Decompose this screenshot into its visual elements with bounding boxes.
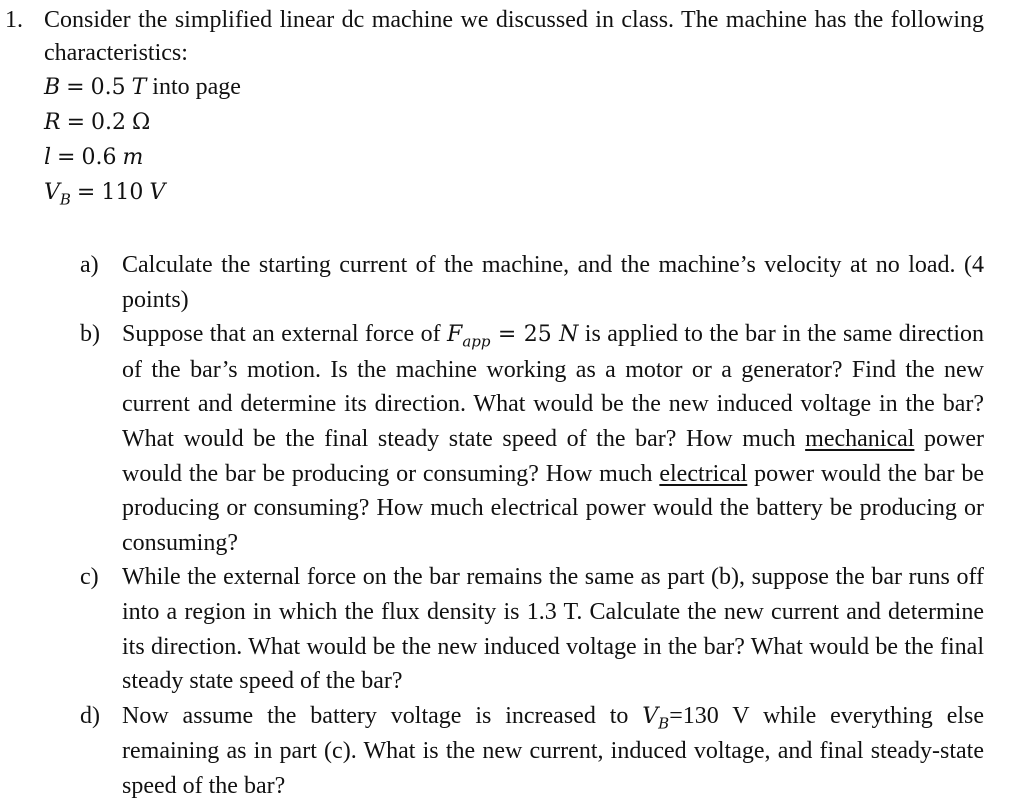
spec-length (44, 140, 241, 175)
part-text: Calculate the starting current of the machine, and the machine’s velocity at no load. (4 points) (122, 252, 984, 313)
spec-symbol: R (44, 110, 61, 135)
part-text: While the external force on the bar remains the same as part (b), suppose the bar runs off into a region in which the flux density is 1.3 T. Calculate the new current and determine its direction. What would be the new induced voltage in the bar? What would be the final steady state speed of the bar? (122, 564, 984, 695)
spec-equals: = (57, 145, 76, 170)
part-text: Now assume the battery voltage is increased to (122, 702, 643, 729)
spec-symbol: $V_B$ (44, 180, 71, 209)
part-label: a) (80, 252, 99, 278)
part-text: is applied to the bar in the same direction of the bar’s motion. Is the machine working as a motor or a generator? Find the new current and determine its direction. What would be the new induced voltage in the bar? What would be the final steady state speed of the bar? How much (122, 321, 984, 452)
force-subscript: app (462, 332, 491, 351)
spec-note: into page (152, 74, 241, 100)
part-d (80, 699, 984, 804)
force-value: = 25 (490, 322, 560, 348)
question-parts (80, 248, 984, 804)
spec-equals: = (66, 75, 85, 100)
spec-value: 0.5 (90, 75, 126, 100)
spec-flux-density (44, 70, 241, 105)
spec-unit: T (131, 75, 147, 100)
machine-characteristics (44, 70, 241, 210)
part-label: c) (80, 564, 99, 591)
part-a (80, 248, 984, 317)
voltage-subscript: B (658, 714, 670, 733)
underlined-mechanical: mechanical (805, 425, 915, 452)
spec-unit: m (122, 145, 144, 170)
question-intro: Consider the simplified linear dc machine we discussed in class. The machine has the following characteristics: (44, 7, 984, 66)
underlined-electrical: electrical (659, 460, 748, 487)
voltage-symbol: $V_B$ (642, 703, 670, 733)
spec-symbol: l (44, 145, 52, 170)
part-label: b) (80, 321, 100, 348)
spec-unit: Ω (132, 110, 151, 135)
spec-subscript: B (59, 190, 71, 209)
part-text: power would the bar be producing or consuming? How much (122, 425, 984, 487)
spec-value: 110 (101, 180, 144, 205)
force-unit: N (559, 322, 579, 348)
spec-unit: V (149, 180, 166, 205)
part-text: Suppose that an external force of (122, 321, 448, 348)
spec-symbol: B (44, 75, 61, 100)
spec-value: 0.2 (91, 110, 127, 135)
part-c (80, 560, 984, 698)
force-symbol: $F_{app}$ (447, 322, 491, 351)
spec-battery-voltage (44, 175, 241, 210)
spec-resistance (44, 105, 241, 140)
question-number: 1. (5, 7, 23, 33)
part-text: =130 V while everything else remaining as in part (c). What is the new current, induced voltage, and final steady-state speed of the bar? (122, 702, 985, 799)
spec-value: 0.6 (81, 145, 117, 170)
part-label: d) (80, 702, 100, 729)
spec-equals: = (66, 110, 86, 135)
part-text: power would the bar be producing or consuming? How much electrical power would the battery be producing or consuming? (122, 460, 985, 556)
part-b (80, 317, 984, 560)
spec-equals: = (76, 180, 96, 205)
